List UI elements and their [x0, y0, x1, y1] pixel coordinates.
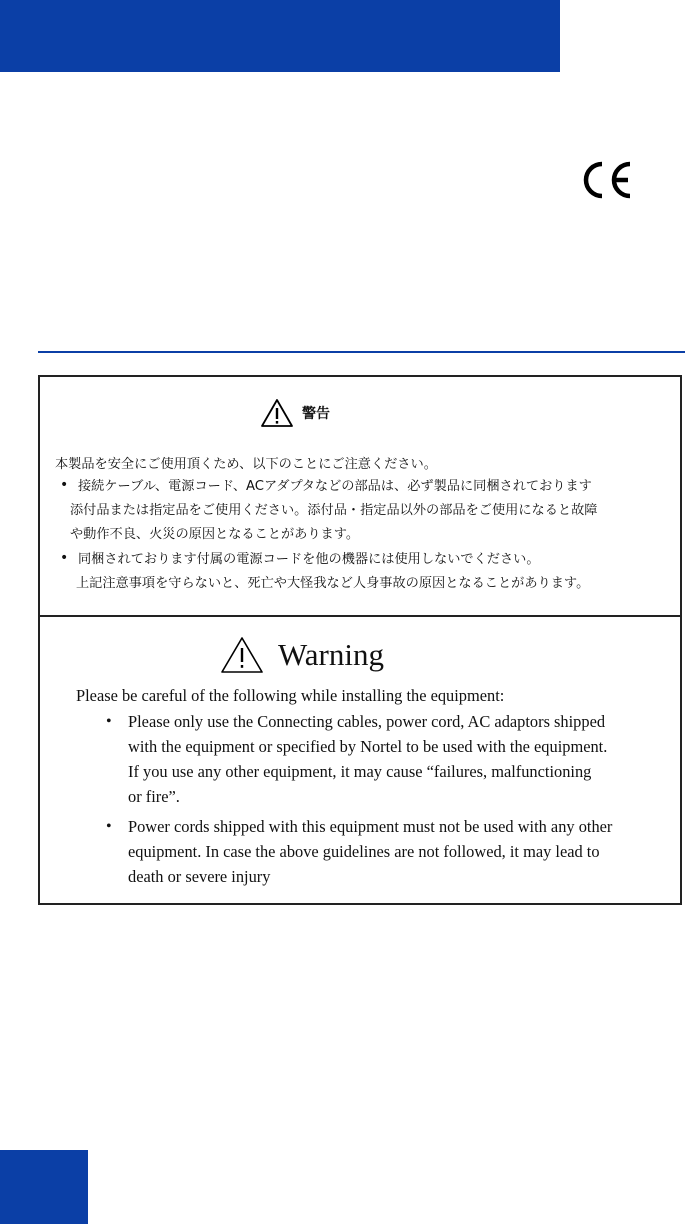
japanese-intro: 本製品を安全にご使用頂くため、以下のことにご注意ください。 [55, 457, 437, 472]
japanese-bullet1-line3: や動作不良、火災の原因となることがあります。 [70, 527, 360, 542]
japanese-bullet2-line1: 同梱されております付属の電源コードを他の機器には使用しないでください。 [78, 552, 540, 567]
english-warning-section [40, 617, 680, 905]
japanese-bullet1-line1: 接続ケーブル、電源コード、ACアダプタなどの部品は、必ず製品に同梱されております [78, 479, 592, 494]
bullet-marker: • [60, 550, 69, 566]
warning-triangle-icon [260, 398, 294, 428]
japanese-bullet2-line2: 上記注意事項を守らないと、死亡や大怪我など人身事故の原因となることがあります。 [76, 576, 590, 591]
japanese-warning-heading [260, 397, 330, 429]
english-warning-heading [220, 635, 384, 675]
english-bullet1-line3: If you use any other equipment, it may cause “failures, malfunctioning [128, 762, 592, 781]
english-bullet2-line1: Power cords shipped with this equipment must not be used with any other [128, 817, 613, 836]
footer-page-tab [0, 1150, 88, 1224]
japanese-bullet1-line2: 添付品または指定品をご使用ください。添付品・指定品以外の部品をご使用になると故障 [70, 503, 598, 518]
japanese-warning-section [40, 377, 680, 617]
warning-triangle-icon [220, 636, 264, 674]
japanese-warning-title: 警告 [302, 406, 330, 422]
english-bullet2-line2: equipment. In case the above guidelines are not followed, it may lead to [128, 842, 600, 861]
english-bullet2-line3: death or severe injury [128, 867, 271, 886]
english-bullet1-line1: Please only use the Connecting cables, power cord, AC adaptors shipped [128, 712, 606, 731]
bullet-marker: • [106, 818, 112, 835]
bullet-marker: • [60, 477, 69, 493]
english-bullet1-line2: with the equipment or specified by Nortel to be used with the equipment. [128, 737, 608, 756]
english-intro: Please be careful of the following while installing the equipment: [76, 686, 505, 705]
english-warning-title: Warning [278, 637, 384, 672]
section-divider [38, 351, 685, 353]
ce-mark-icon [578, 158, 636, 202]
bullet-marker: • [106, 713, 112, 730]
english-bullet1-line4: or fire”. [128, 787, 180, 806]
warning-box [38, 375, 682, 905]
header-bar [0, 0, 560, 72]
